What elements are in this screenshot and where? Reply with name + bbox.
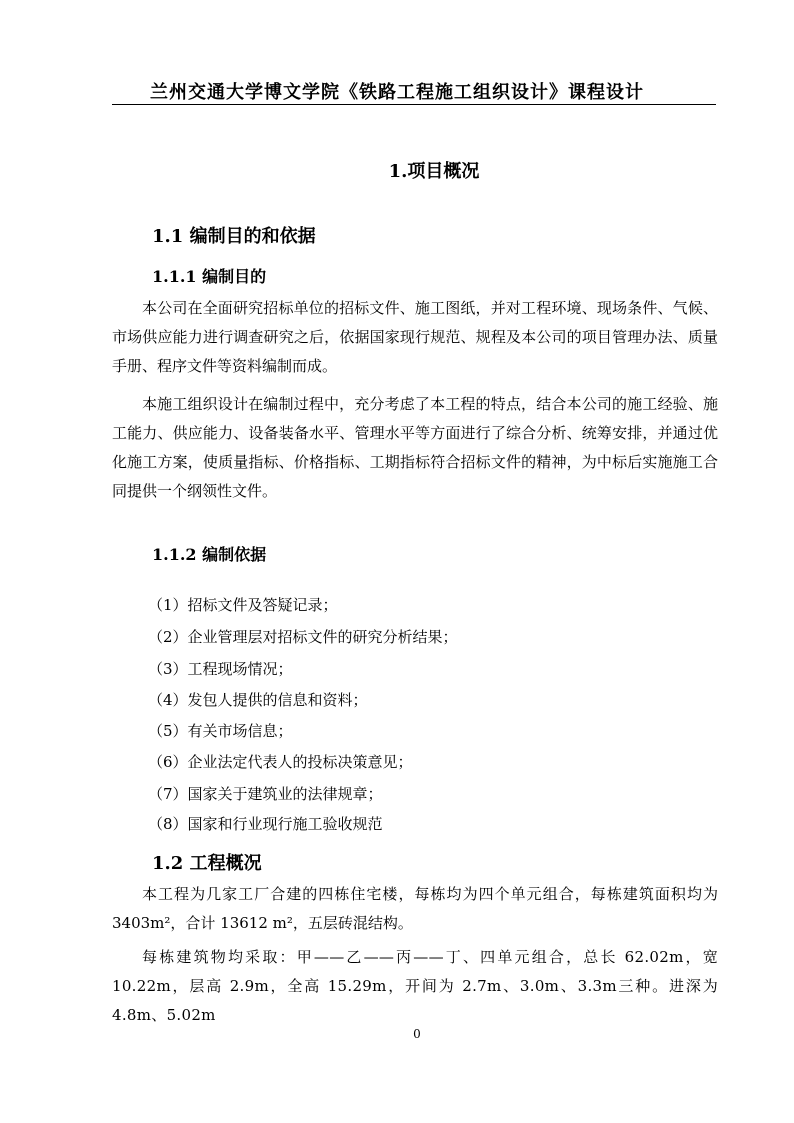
body-paragraph: 本公司在全面研究招标单位的招标文件、施工图纸，并对工程环境、现场条件、气候、市场供应能力进行调查研究之后，依据国家现行规范、规程及本公司的项目管理办法、质量手册、程序文件等资料编制而成。 bbox=[112, 299, 718, 375]
list-item: （1）招标文件及答疑记录； bbox=[148, 596, 338, 614]
page-number: 0 bbox=[413, 1027, 421, 1041]
list-item: （8）国家和行业现行施工验收规范 bbox=[148, 815, 383, 833]
body-paragraph: 每栋建筑物均采取：甲——乙——丙——丁、四单元组合，总长 62.02m，宽10.22m，层高 2.9m，全高 15.29m，开间为 2.7m、3.0m、3.3m三种。进深为 4.8m、5.02m bbox=[112, 948, 718, 1024]
header-divider bbox=[112, 104, 716, 105]
list-item: （6）企业法定代表人的投标决策意见； bbox=[148, 753, 413, 771]
list-item: （4）发包人提供的信息和资料； bbox=[148, 691, 368, 709]
list-item: （5）有关市场信息； bbox=[148, 722, 293, 740]
subsubsection-title: 1.1.2 编制依据 bbox=[152, 545, 267, 564]
running-header: 兰州交通大学博文学院《铁路工程施工组织设计》课程设计 bbox=[150, 82, 644, 103]
body-paragraph: 本施工组织设计在编制过程中，充分考虑了本工程的特点，结合本公司的施工经验、施工能力、供应能力、设备装备水平、管理水平等方面进行了综合分析、统筹安排，并通过优化施工方案，使质量指标、价格指标、工期指标符合招标文件的精神，为中标后实施施工合同提供一个纲领性文件。 bbox=[112, 395, 718, 500]
list-item: （7）国家关于建筑业的法律规章； bbox=[148, 785, 383, 803]
section-title: 1.项目概况 bbox=[388, 161, 480, 182]
subsection-title: 1.2 工程概况 bbox=[152, 853, 262, 874]
list-item: （2）企业管理层对招标文件的研究分析结果； bbox=[148, 628, 458, 646]
subsubsection-title: 1.1.1 编制目的 bbox=[152, 267, 267, 286]
body-paragraph: 本工程为几家工厂合建的四栋住宅楼，每栋均为四个单元组合，每栋建筑面积均为3403m²，合计 13612 m²，五层砖混结构。 bbox=[112, 885, 718, 932]
list-item: （3）工程现场情况； bbox=[148, 660, 293, 678]
subsection-title: 1.1 编制目的和依据 bbox=[152, 226, 316, 247]
